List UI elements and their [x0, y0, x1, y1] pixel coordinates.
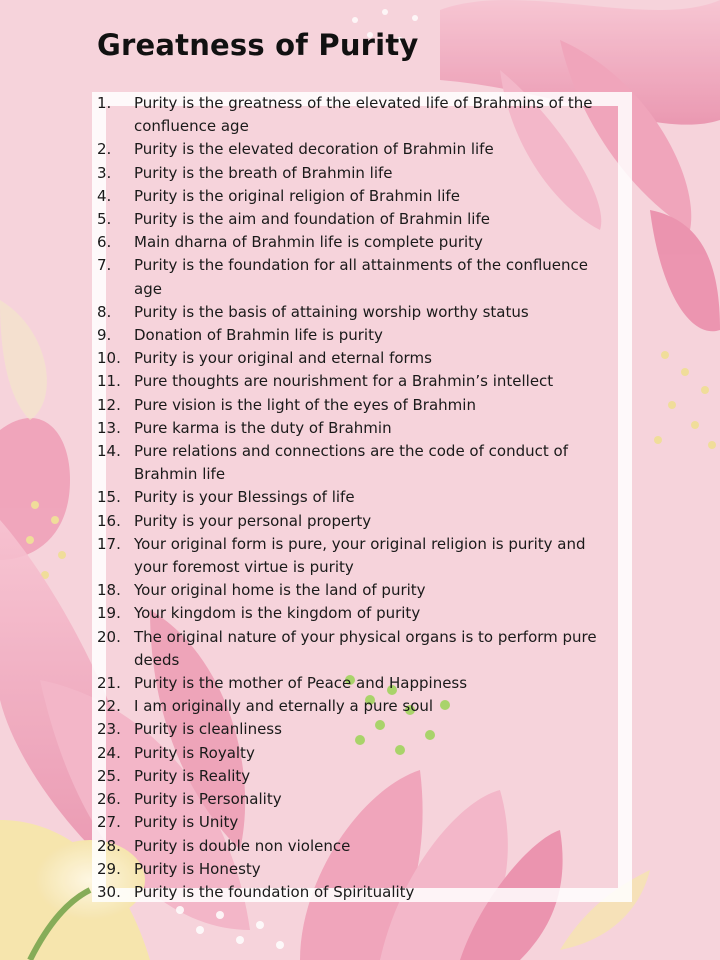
- item-text: Your kingdom is the kingdom of purity: [134, 604, 421, 623]
- item-number: 12.: [97, 395, 121, 414]
- list-item: [97, 138, 617, 161]
- item-number: 22.: [97, 697, 121, 716]
- lotus-bud-left: [0, 300, 70, 560]
- item-text: Purity is your personal property: [134, 511, 372, 530]
- item-text: Purity is double non violence: [134, 836, 351, 855]
- list-item: [97, 533, 617, 579]
- list-item: [97, 394, 617, 417]
- item-number: 26.: [97, 790, 121, 809]
- item-text: Purity is Honesty: [134, 859, 261, 878]
- item-number: 25.: [97, 766, 121, 785]
- list-item: [97, 510, 617, 533]
- item-text: Purity is the original religion of Brahmin life: [134, 186, 460, 205]
- item-text: The original nature of your physical organs is to perform pure deeds: [134, 627, 597, 669]
- list-item: [97, 486, 617, 509]
- item-number: 8.: [97, 302, 112, 321]
- item-text: Purity is the mother of Peace and Happiness: [134, 674, 468, 693]
- list-item: [97, 301, 617, 324]
- item-number: 10.: [97, 349, 121, 368]
- item-number: 2.: [97, 140, 112, 159]
- item-text: Purity is the foundation of Spirituality: [134, 882, 415, 901]
- item-text: Purity is the basis of attaining worship worthy status: [134, 302, 529, 321]
- list-item: [97, 370, 617, 393]
- list-item: [97, 695, 617, 718]
- item-number: 23.: [97, 720, 121, 739]
- list-item: [97, 92, 617, 138]
- list-item: [97, 579, 617, 602]
- item-number: 7.: [97, 256, 112, 275]
- list-item: [97, 254, 617, 300]
- item-text: Pure relations and connections are the code of conduct of Brahmin life: [134, 442, 568, 484]
- item-number: 14.: [97, 442, 121, 461]
- item-number: 28.: [97, 836, 121, 855]
- item-number: 17.: [97, 534, 121, 553]
- item-number: 20.: [97, 627, 121, 646]
- list-item: [97, 231, 617, 254]
- list-item: [97, 765, 617, 788]
- page-title: Greatness of Purity: [97, 28, 419, 62]
- item-number: 11.: [97, 372, 121, 391]
- item-text: I am originally and eternally a pure soul: [134, 697, 434, 716]
- item-number: 21.: [97, 674, 121, 693]
- item-number: 24.: [97, 743, 121, 762]
- list-item: [97, 718, 617, 741]
- item-text: Donation of Brahmin life is purity: [134, 326, 383, 345]
- yellow-dots-right: [654, 351, 716, 449]
- list-item: [97, 324, 617, 347]
- list-item: [97, 417, 617, 440]
- item-text: Your original form is pure, your original religion is purity and your foremost virtue is purity: [134, 534, 586, 577]
- item-text: Purity is Reality: [134, 766, 251, 785]
- item-text: Main dharna of Brahmin life is complete purity: [134, 233, 483, 252]
- item-text: Purity is Royalty: [134, 743, 255, 762]
- item-text: Pure karma is the duty of Brahmin: [134, 418, 392, 437]
- item-number: 4.: [97, 186, 112, 205]
- item-text: Purity is the breath of Brahmin life: [134, 163, 393, 182]
- item-text: Purity is the foundation for all attainments of the confluence age: [134, 256, 588, 298]
- item-text: Pure thoughts are nourishment for a Brahmin’s intellect: [134, 372, 554, 391]
- item-number: 3.: [97, 163, 112, 182]
- list-item: [97, 811, 617, 834]
- item-text: Purity is Personality: [134, 790, 282, 809]
- list-item: [97, 208, 617, 231]
- item-text: Purity is the aim and foundation of Brahmin life: [134, 210, 490, 229]
- item-text: Purity is your Blessings of life: [134, 488, 355, 507]
- item-number: 19.: [97, 604, 121, 623]
- list-item: [97, 788, 617, 811]
- item-text: Purity is your original and eternal forms: [134, 349, 432, 368]
- item-number: 27.: [97, 813, 121, 832]
- list-item: [97, 742, 617, 765]
- item-number: 16.: [97, 511, 121, 530]
- item-number: 1.: [97, 94, 112, 112]
- list-item: [97, 185, 617, 208]
- list-item: [97, 835, 617, 858]
- item-text: Purity is the elevated decoration of Brahmin life: [134, 140, 494, 159]
- item-number: 18.: [97, 581, 121, 600]
- item-text: Purity is the greatness of the elevated life of Brahmins of the confluence age: [134, 94, 593, 136]
- list-item: [97, 602, 617, 625]
- list-item: [97, 881, 617, 904]
- list-item: [97, 858, 617, 881]
- item-text: Pure vision is the light of the eyes of Brahmin: [134, 395, 476, 414]
- item-number: 5.: [97, 210, 112, 229]
- item-number: 30.: [97, 882, 121, 901]
- list-item: [97, 626, 617, 672]
- item-number: 29.: [97, 859, 121, 878]
- purity-list: [97, 92, 617, 904]
- item-text: Your original home is the land of purity: [134, 581, 426, 600]
- list-item: [97, 162, 617, 185]
- list-item: [97, 672, 617, 695]
- item-number: 6.: [97, 233, 112, 252]
- item-number: 15.: [97, 488, 121, 507]
- item-text: Purity is Unity: [134, 813, 239, 832]
- item-number: 13.: [97, 418, 121, 437]
- list-item: [97, 440, 617, 486]
- item-number: 9.: [97, 326, 112, 345]
- item-text: Purity is cleanliness: [134, 720, 282, 739]
- list-item: [97, 347, 617, 370]
